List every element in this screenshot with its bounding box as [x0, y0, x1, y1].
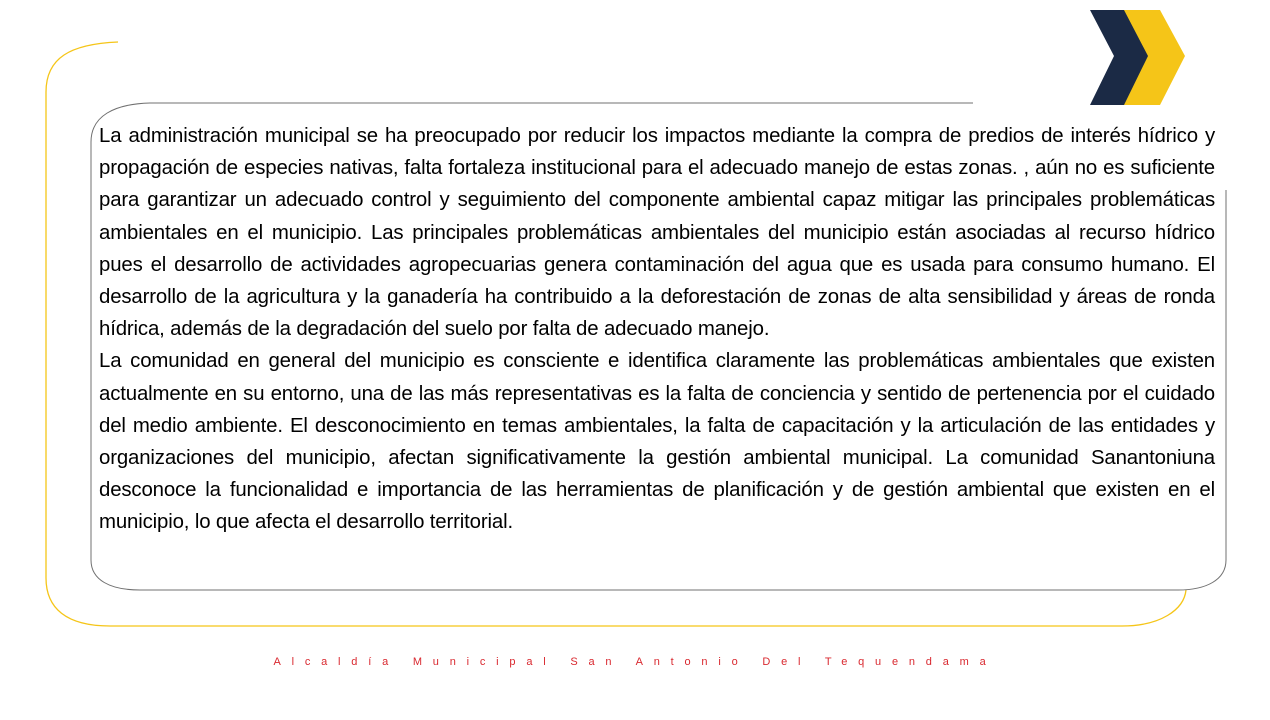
- paragraph-2: La comunidad en general del municipio es consciente e identifica claramente las problemáticas ambientales que existen actualmente en su entorno, una de las más representativas es la falta de conciencia y sentido de pertenencia por el cuidado del medio ambiente. El desconocimiento en temas ambientales, la falta de capacitación y la articulación de las entidades y organizaciones del municipio, afectan significativamente la gestión ambiental municipal. La comunidad Sanantoniuna desconoce la funcionalidad e importancia de las herramientas de planificación y de gestión ambiental que existen en el municipio, lo que afecta el desarrollo territorial.: [99, 350, 1215, 534]
- paragraph-1: La administración municipal se ha preocupado por reducir los impactos mediante la compra de predios de interés hídrico y propagación de especies nativas, falta fortaleza institucional para el adecuado manejo de estas zonas. , aún no es suficiente para garantizar un adecuado control y seguimiento del componente ambiental capaz mitigar las principales problemáticas ambientales en el municipio. Las principales problemáticas ambientales del municipio están asociadas al recurso hídrico pues el desarrollo de actividades agropecuarias genera contaminación del agua que es usada para consumo humano. El desarrollo de la agricultura y la ganadería ha contribuido a la deforestación de zonas de alta sensibilidad y áreas de ronda hídrica, además de la degradación del suelo por falta de adecuado manejo.: [99, 125, 1215, 341]
- double-chevron-right-icon: [1088, 10, 1188, 106]
- body-text: [99, 120, 1215, 539]
- footer-text: Alcaldía Municipal San Antonio Del Tequendama: [273, 656, 997, 668]
